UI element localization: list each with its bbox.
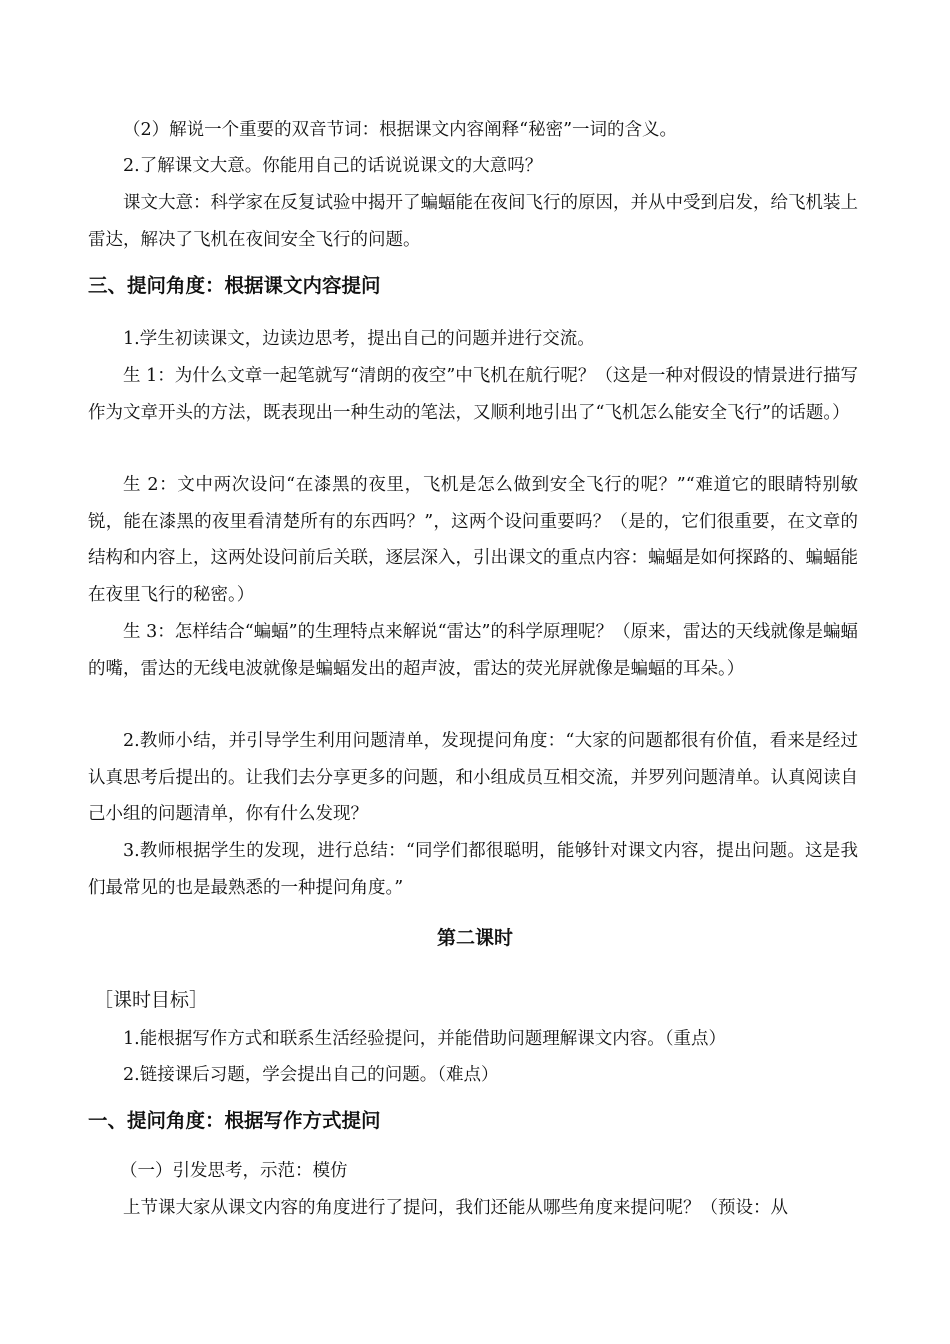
- paragraph-last: 上节课大家从课文内容的角度进行了提问，我们还能从哪些角度来提问呢？（预设：从: [123, 1198, 788, 1218]
- objective-item: 2.链接课后习题，学会提出自己的问题。（难点）: [123, 1065, 499, 1085]
- paragraph-teacher-conclusion: 3.教师根据学生的发现，进行总结：“同学们都很聪明，能够针对课文内容，提出问题。这是我们最常见的也是最熟悉的一种提问角度。”: [88, 841, 858, 898]
- paragraph-student-1: 生 1：为什么文章一起笔就写“清朗的夜空”中飞机在航行呢？（这是一种对假设的情景进行描写作为文章开头的方法，既表现出一种生动的笔法，又顺利地引出了“飞机怎么能安全飞行”的话题。）: [88, 366, 858, 423]
- paragraph-teacher-summary: 2.教师小结，并引导学生利用问题清单，发现提问角度：“大家的问题都很有价值，看来是经过认真思考后提出的。让我们去分享更多的问题，和小组成员互相交流，并罗列问题清单。认真阅读自己小组的问题清单，你有什么发现？: [88, 731, 858, 824]
- objective-item: 1.能根据写作方式和联系生活经验提问，并能借助问题理解课文内容。（重点）: [123, 1029, 726, 1049]
- section-heading-3: 三、提问角度：根据课文内容提问: [88, 274, 381, 297]
- paragraph-main-idea: 课文大意：科学家在反复试验中揭开了蝙蝠能在夜间飞行的原因，并从中受到启发，给飞机装上雷达，解决了飞机在夜间安全飞行的问题。: [88, 193, 858, 250]
- paragraph-student-2: 生 2：文中两次设问“在漆黑的夜里，飞机是怎么做到安全飞行的呢？”“难道它的眼睛特别敏锐，能在漆黑的夜里看清楚所有的东西吗？”，这两个设问重要吗？（是的，它们很重要，在文章的结构和内容上，这两处设问前后关联，逐层深入，引出课文的重点内容：蝙蝠是如何探路的、蝙蝠能在夜里飞行的秘密。）: [88, 475, 858, 605]
- section-heading-1: 一、提问角度：根据写作方式提问: [88, 1109, 381, 1132]
- paragraph-first-reading: 1.学生初读课文，边读边思考，提出自己的问题并进行交流。: [123, 329, 595, 349]
- sub-heading: （一）引发思考，示范：模仿: [120, 1161, 348, 1181]
- paragraph-secret-word: （2）解说一个重要的双音节词：根据课文内容阐释“秘密”一词的含义。: [123, 120, 678, 140]
- lesson-title: 第二课时: [436, 927, 513, 949]
- paragraph-student-3: 生 3：怎样结合“蝙蝠”的生理特点来解说“雷达”的科学原理呢？（原来，雷达的天线就像是蝙蝠的嘴，雷达的无线电波就像是蝙蝠发出的超声波，雷达的荧光屏就像是蝙蝠的耳朵。）: [88, 622, 858, 679]
- objectives-label: ［课时目标］: [94, 989, 209, 1011]
- paragraph-main-idea-question: 2.了解课文大意。你能用自己的话说说课文的大意吗？: [123, 156, 543, 176]
